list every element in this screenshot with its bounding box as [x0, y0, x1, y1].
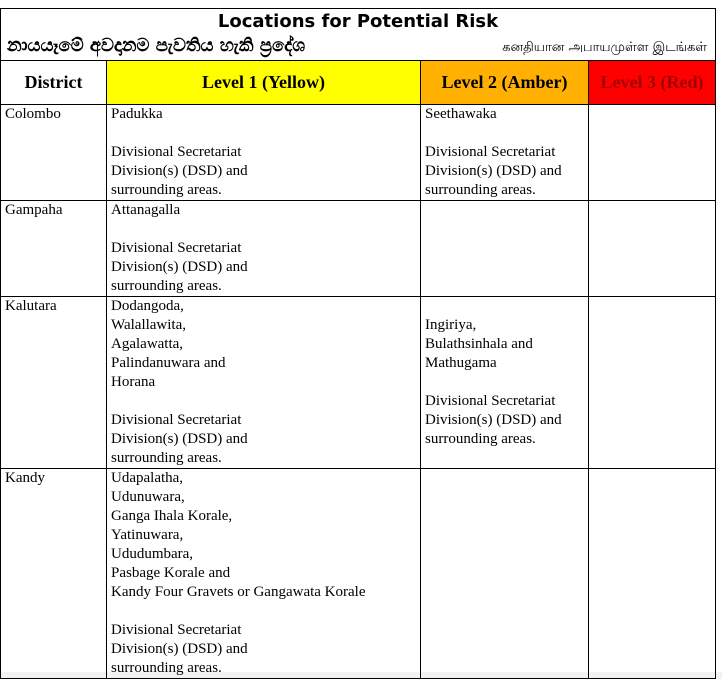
level-3-cell	[589, 201, 716, 297]
level-1-cell	[107, 201, 421, 297]
location-name: Ududumbara,	[111, 546, 194, 562]
dsd-note-line: Division(s) (DSD) and	[111, 641, 248, 657]
location-name: Bulathsinhala and	[425, 336, 533, 352]
header-level-1: Level 1 (Yellow)	[107, 61, 421, 105]
dsd-note-line: surrounding areas.	[111, 182, 222, 198]
location-name: Kandy Four Gravets or Gangawata Korale	[111, 584, 366, 600]
dsd-note-line: Divisional Secretariat	[425, 393, 556, 409]
header-district: District	[1, 61, 107, 105]
location-name: Udunuwara,	[111, 489, 185, 505]
district-cell: Gampaha	[1, 201, 107, 297]
level-3-cell	[589, 469, 716, 679]
location-name: Padukka	[111, 106, 163, 122]
level-3-cell	[589, 297, 716, 469]
dsd-note-line: Divisional Secretariat	[425, 144, 556, 160]
location-name: Mathugama	[425, 355, 497, 371]
level-2-cell	[421, 105, 589, 201]
table-row	[1, 201, 716, 297]
level-2-cell	[421, 201, 589, 297]
title-english: Locations for Potential Risk	[217, 11, 499, 32]
title-block	[0, 8, 716, 60]
title-sinhala: නායයෑමේ අවදානම පැවතිය හැකි ප්‍රදේශ	[7, 35, 306, 56]
dsd-note-line: Division(s) (DSD) and	[111, 431, 248, 447]
dsd-note-line: surrounding areas.	[425, 431, 536, 447]
location-name: Ingiriya,	[425, 317, 477, 333]
dsd-note-line: Divisional Secretariat	[111, 412, 242, 428]
dsd-note-line: Division(s) (DSD) and	[425, 412, 562, 428]
level-2-cell	[421, 469, 589, 679]
dsd-note-line: Divisional Secretariat	[111, 144, 242, 160]
title-tamil: கனதியான அபாயமுள்ள இடங்கள்	[502, 40, 707, 55]
dsd-note-line: Division(s) (DSD) and	[111, 259, 248, 275]
location-name: Agalawatta,	[111, 336, 184, 352]
dsd-note-line: Division(s) (DSD) and	[111, 163, 248, 179]
table-row	[1, 105, 716, 201]
dsd-note-line: Division(s) (DSD) and	[425, 163, 562, 179]
location-name: Walallawita,	[111, 317, 187, 333]
location-name: Udapalatha,	[111, 470, 184, 486]
district-cell: Colombo	[1, 105, 107, 201]
dsd-note-line: surrounding areas.	[111, 660, 222, 676]
location-name: Pasbage Korale and	[111, 565, 231, 581]
dsd-note-line: Divisional Secretariat	[111, 622, 242, 638]
header-level-2: Level 2 (Amber)	[421, 61, 589, 105]
table-row	[1, 297, 716, 469]
level-1-cell	[107, 469, 421, 679]
location-name: Seethawaka	[425, 106, 497, 122]
location-name: Ganga Ihala Korale,	[111, 508, 233, 524]
level-3-cell	[589, 105, 716, 201]
dsd-note-line: surrounding areas.	[111, 450, 222, 466]
district-cell: Kandy	[1, 469, 107, 679]
dsd-note-line: Divisional Secretariat	[111, 240, 242, 256]
level-1-cell	[107, 297, 421, 469]
table-row	[1, 469, 716, 679]
location-name: Horana	[111, 374, 156, 390]
district-cell: Kalutara	[1, 297, 107, 469]
level-1-cell	[107, 105, 421, 201]
location-name: Dodangoda,	[111, 298, 184, 314]
dsd-note-line: surrounding areas.	[111, 278, 222, 294]
location-name: Palindanuwara and	[111, 355, 226, 371]
dsd-note-line: surrounding areas.	[425, 182, 536, 198]
header-level-3: Level 3 (Red)	[589, 61, 716, 105]
level-2-cell	[421, 297, 589, 469]
location-name: Attanagalla	[111, 202, 181, 218]
table-header-row	[1, 61, 716, 105]
location-name: Yatinuwara,	[111, 527, 184, 543]
risk-locations-table	[0, 60, 716, 679]
